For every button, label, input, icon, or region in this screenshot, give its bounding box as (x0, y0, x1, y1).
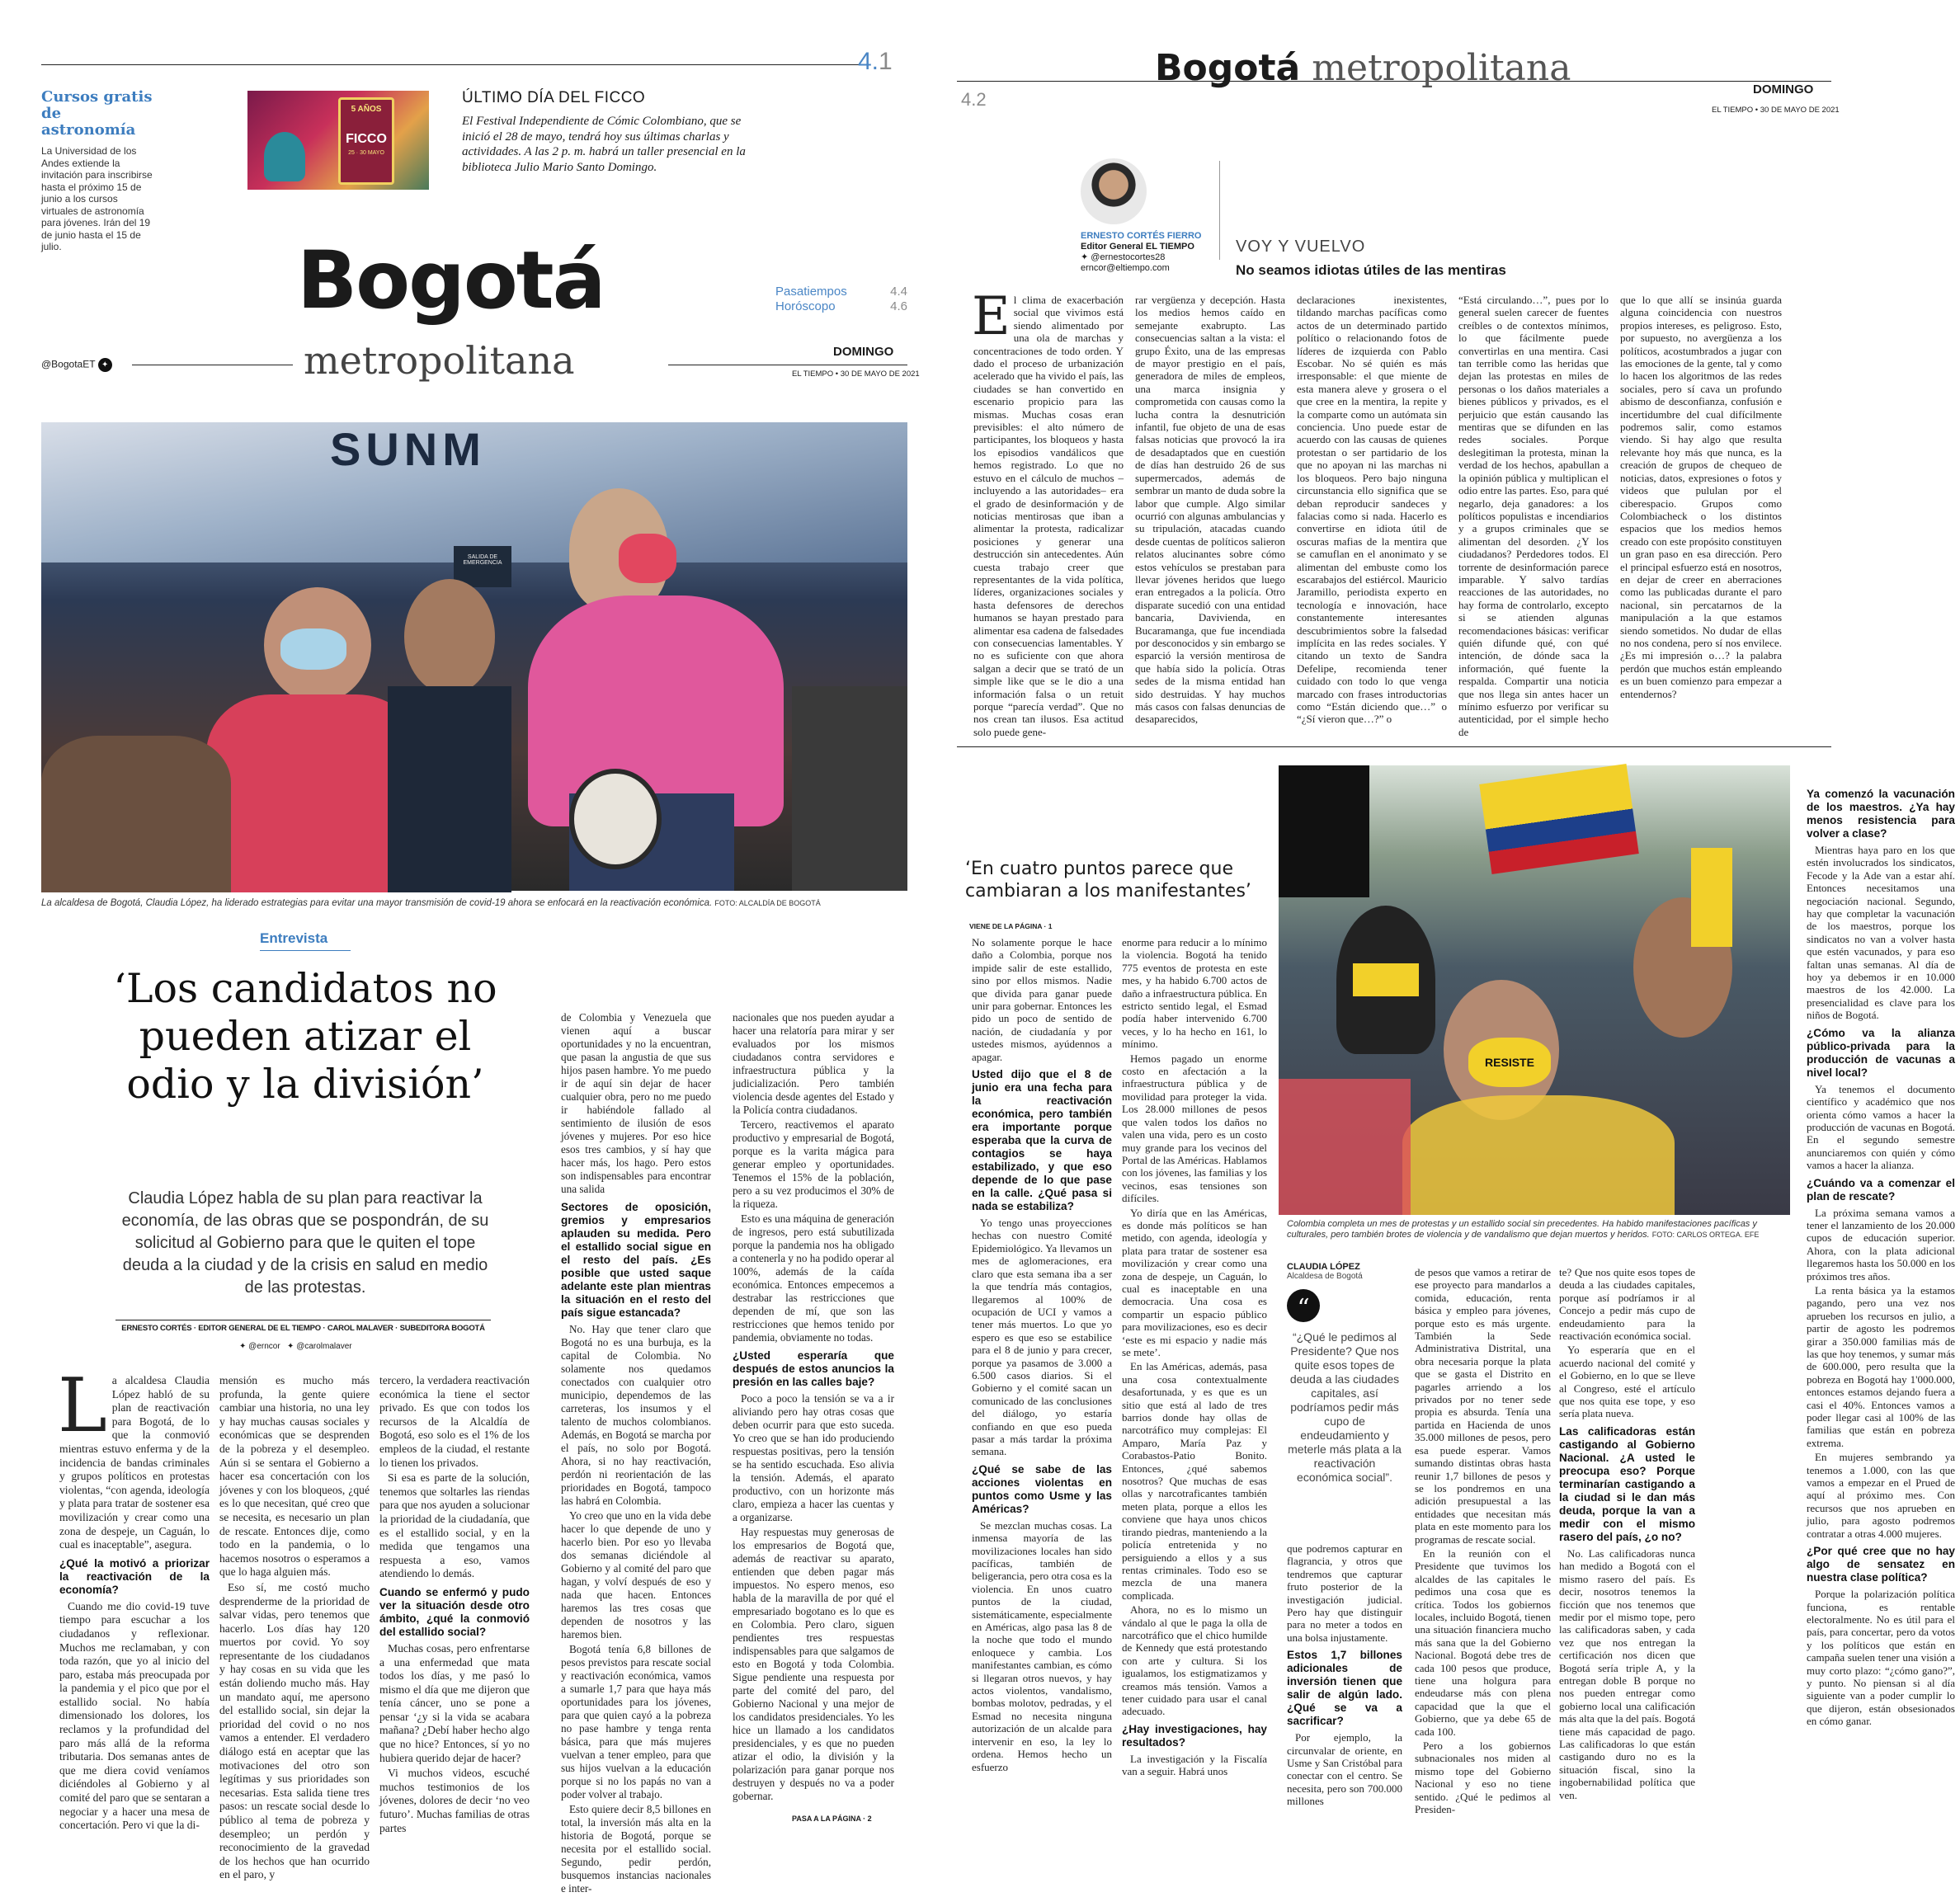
paragraph: Hay respuestas muy generosas de los empresarios de Bogotá que, además de reactivar su aparato, entienden que deben pagar más impuestos. No espero menos, eso habla de la maravilla de por qué el empresariado bogotano es lo que es en Colombia. Pero claro, siguen pendientes tres respuestas indispensables para que salgamos de esto en Bogotá y toda Colombia. Sigue pendiente una respuesta por parte del comité del paro, del Gobierno Nacional y una mejor de los candidatos presidenciales. Yo les hice un llamado a los candidatos presidenciales, y es que no pueden atizar el odio, la división y la polarización para ganar porque nos destruyen y después no va a poder gobernar. (733, 1526, 894, 1802)
ficco-text: El Festival Independiente de Cómic Colombiano, que se inició el 28 de mayo, tendrá hoy sus últimas charlas y actividades. A las 2 p. m. habrá un taller presencial en la biblioteca Julio Mario Santo Domingo. (462, 115, 746, 174)
paragraph: En la reunión con el Presidente que tuvimos los alcaldes de las capitales le pedimos una cosa que es crítica. Todos los gobiernos locales, incluido Bogotá, tienen una situación financiera mucho más sana que la del Gobierno Nacional. Bogotá debe tres de cada 100 pesos que produce, tiene una holgura para endeudarse más con plena capacidad que la que el Gobierno, que ya debe 65 de cada 100. (1415, 1546, 1551, 1738)
section-rule (957, 746, 1831, 747)
drop-cap: L (58, 1363, 107, 1449)
paragraph: Muchas cosas, pero enfrentarse a una enfermedad que mata todos los días, y me pasó lo mismo el día que me dijeron que tenía cáncer, uno se pone a pensar ‘¿y si la vida se acabara mañana? ¿Debí haber hecho algo que no hice? Entonces, sí yo no hubiera querido dejar de hacer? (379, 1641, 530, 1764)
ficco-poster-image (247, 91, 429, 190)
paragraph: La renta básica ya la estamos pagando, pero una vez nos aprueben los recursos en julio, a partir de agosto les podremos girar a 350.000 familias más de las que hoy tenemos, y sumar más de 600.000, pero resulta que la pobreza en Bogotá hay 1'000.000, entonces estamos dejando fuera a casi el 40%. Entonces vamos a poder llegar casi al 100% de las familias que están en pobreza extrema. (1807, 1283, 1955, 1449)
paragraph: Mientras haya paro en los que estén involucrados los sindicatos, Fecode y la Ade van a estar ahí. Entonces necesitamos una negociación nacional. Segundo, hay que completar la vacunación de los maestros, porque los sindicatos no van a volver hasta que estén vacunados, y para eso faltan unas semanas. Al día de hoy ya debemos ir en 10.000 maestros de los 42.000. La presencialidad es clave para los niños de Bogotá. (1807, 844, 1955, 1022)
byline-twitter (239, 1342, 352, 1351)
paragraph: Ahora, no es lo mismo un vándalo al que le paga la olla de narcotráfico que el chico humilde de Kennedy que está protestando con arte y cultura. Si los igualamos, los estigmatizamos y creamos más tensión. Vamos a tener cuidado para usar el canal adecuado. (1122, 1603, 1267, 1718)
protest-photo (1279, 765, 1790, 1215)
masthead-p2 (1155, 48, 1571, 89)
photo-man-head (404, 579, 495, 694)
main-photo (41, 422, 907, 891)
columnist-avatar (1081, 158, 1147, 224)
paragraph: tercero, la verdadera reactivación económica la tiene el sector privado. Es que con todos los recursos de la Alcaldía de Bogotá, eso solo es el 1% de los empleos de la ciudad, el restante lo tienen los privados. (379, 1374, 530, 1469)
paragraph: Cuando me dio covid-19 tuve tiempo para escuchar a los ciudadanos y reflexionar. Muchos me reclamaban, y con toda razón, que yo al inicio del paro, estaba más preocupada por la pandemia y el pico que por el estallido social. No había dimensionado los dolores, los reclamos y la profundidad del paro más allá de la reforma tributaria. Dos semanas antes de que me diera covid veníamos diciéndoles al Gobierno y al comité del paro que se sentaran a negociar y a hacer una mesa de concertación. Pero vi que la di- (59, 1599, 210, 1832)
page-number-section: 4. (858, 48, 879, 75)
twitter-icon: ✦ (1081, 252, 1089, 262)
ficco-badge (338, 97, 394, 185)
paragraph: Yo diría que en las Américas, es donde más políticos se han metido, con agenda, ideología y plata para tratar de sostener esa movilización y crear como una zona de despeje, un Caguán, lo cual es inaceptable en una democracia. Una cosa es compartir un espacio público para movilizaciones, eso es decir ‘este es mi espacio y nadie más se mete’. (1122, 1206, 1267, 1358)
quote-speaker: CLAUDIA LÓPEZ (1287, 1262, 1360, 1272)
byline: ERNESTO CORTÉS · EDITOR GENERAL DE EL TIEMPO · CAROL MALAVER · SUBEDITORA BOGOTÁ (121, 1324, 485, 1333)
quote-icon: “ (1287, 1289, 1320, 1322)
paragraph: Porque la polarización política funciona, es rentable electoralmente. No es útil para el país, para concertar, pero da votos y los políticos que están en campaña suelen tener una visión a muy corto plazo: “¿cómo gano?”, y punto. No piensan si al día siguiente van a poder cumplir lo que dijeron, están obsesionados en cómo ganar. (1807, 1588, 1955, 1728)
paragraph: mensión es mucho más profunda, la gente quiere cambiar una historia, no una ley y hay muchas causas sociales y económicas que se desprenden de la pobreza y el desempleo. Aún si se sentara el Gobierno a hacer esa concertación con los jóvenes y con los bloqueos, ¿qué es lo que necesitan, qué creo que se necesita, es necesario un plan de rescate. Entonces dije, como todo en la pandemia, o lo hacemos nosotros o esperamos a que lo haga alguien más. (219, 1374, 370, 1579)
paragraph: Yo esperaría que en el acuerdo nacional del comité y el Gobierno, en lo que se lleve al Congreso, esté el artículo que nos quita ese tope, y eso sería plata nueva. (1559, 1344, 1695, 1420)
masthead-title: Bogotá (297, 234, 605, 327)
page-number (961, 89, 987, 111)
dateline-date: EL TIEMPO • 30 DE MAYO DE 2021 (792, 370, 920, 379)
opinion-column-4 (1458, 294, 1609, 740)
question: Cuando se enfermó y pudo ver la situación desde otro ámbito, ¿qué la conmovió del estallido social? (379, 1585, 530, 1638)
continued-from[interactable]: VIENE DE LA PÁGINA · 1 (969, 922, 1053, 930)
twitter-icon: ✦ (287, 1342, 294, 1351)
page-number (858, 48, 893, 76)
astronomy-brief (41, 89, 153, 253)
twitter-icon: ✦ (239, 1342, 247, 1351)
paragraph: Eso sí, me costó mucho desprenderme de la prioridad de salvar vidas, pero tenemos que hacerlo. Los días hay 120 muertos por covid. Yo soy representante de los ciudadanos y hay cosas en su vida que les están doliendo mucho más. Hay un mandato aquí, me apersono del estallido social, sin dejar la prioridad del covid o no nos vamos a entender. El verdadero diálogo está en aceptar que las motivaciones del otro son legítimas y sus prioridades son necesarias. Esta salida tiene tres pasos: un rescate social desde lo público al tema de pobreza y desempleo; un perdón y reconocimiento de la gravedad de los hechos que han ocurrido en el paro, y (219, 1580, 370, 1881)
paragraph: Ya tenemos el documento científico y académico que nos orienta cómo vamos a hacer la producción de vacunas en Bogotá. En el segundo semestre anunciaremos con quién y cómo vamos a hacer la alianza. (1807, 1082, 1955, 1172)
question: ¿Qué se sabe de las acciones violentas en puntos como Usme y las Américas? (972, 1462, 1112, 1515)
ficco-badge-dates: 25 · 30 MAYO (348, 150, 384, 156)
question: ¿Cuándo va a comenzar el plan de rescate? (1807, 1176, 1955, 1203)
paragraph: declaraciones inexistentes, tildando marchas pacíficas como actos de un determinado partido político o relacionando fotos de líderes de izquierda con Pablo Escobar. No sé quién es más irresponsable: el que miente de esta manera aleve y grosera o el que cree en la mentira, la repite y la comparte como un autómata sin conciencia. Uno puede estar de acuerdo con las causas de quienes protestan o ser partidario de los que no apoyan ni las marchas ni los bloqueos. Pero bajo ninguna circunstancia ello significa que se deban reproducir sandeces y falacias como si nada. Hacerlo es convertirse en idiota útil de oscuras mafias de la mentira que se camuflan en el anonimato y se alimentan del embuste como los escarabajos del estiércol. Mauricio Jaramillo, periodista experto en tecnología e innovación, hace constantemente interesantes descubrimientos sobre la falsedad implícita en las redes sociales. Y citando un texto de Sandra Defelipe, recomienda tener cuidado con todo lo que venga marcado con frases introductorias como “Están diciendo que…” o “¿Sí vieron que…?” o (1297, 294, 1447, 726)
photo-foreground-person (41, 736, 231, 892)
photo-resiste-mask: RESISTE (1468, 1038, 1551, 1087)
index-page: 4.4 (890, 285, 907, 299)
opinion-column-3 (1297, 294, 1447, 727)
question: ¿Usted esperaría que después de estos anuncios la presión en las calles baje? (733, 1349, 894, 1388)
page-4-1 (0, 0, 940, 1895)
paragraph: Se mezclan muchas cosas. La inmensa mayoría de las movilizaciones locales han sido pacíficas, también de beligerancia, pero otra cosa es la violencia. En unos cuatro puntos de la ciudad, sistemáticamente, especialmente en Américas, algo pasa las 8 de la noche que todo el mundo enloquece y cambia. Los manifestantes cambian, es cómo si llegaran otros nuevos, y hay actos violentos, vandalismo, bombas molotov, pedradas, y el Esmad no necesita ninguna autorización de un alcalde para intervenir en eso, la ley lo ordena. Hemos hecho un esfuerzo (972, 1518, 1112, 1773)
paragraph: nacionales que nos pueden ayudar a hacer una relatoría para mirar y ser evaluados por los mismos ciudadanos contra servidores e infraestructura pública y la judicialización. Pero también violencia desde agentes del Estado y la Policía contra ciudadanos. (733, 1011, 894, 1116)
pull-quote (1287, 1262, 1402, 1485)
drop-cap: E (972, 286, 1011, 347)
paragraph: No. Hay que tener claro que Bogotá no es una burbuja, es la capital de Colombia. No solamente nos quedamos conectados con cualquier otro municipio, dependemos de las carreteras, los insumos y el talento de muchos colombianos. Además, en Bogotá se marcha por el país, no solo por Bogotá. Ahora, si no hay reactivación, perdón ni reorientación de las prioridades en Bogotá, tampoco las habrá en Colombia. (561, 1323, 711, 1507)
paragraph: La investigación y la Fiscalía van a seguir. Habrá unos (1122, 1752, 1267, 1778)
paragraph: que podremos capturar en flagrancia, y otros que tendremos que capturar fruto posterior de la investigación judicial. Pero hay que distinguir para no meter a todos en una bolsa injustamente. (1287, 1542, 1402, 1644)
ficco-badge-logo: FICCO (346, 132, 387, 146)
twitter-author-2[interactable]: @carolmalaver (296, 1342, 352, 1351)
brief-title: Cursos gratis de astronomía (41, 88, 153, 139)
index-item[interactable] (775, 299, 907, 314)
twitter-icon: ✦ (98, 358, 112, 372)
paragraph: Yo creo que uno en la vida debe hacer lo que depende de uno y hacerlo bien. Por eso yo llevaba dos semanas diciéndole al Gobierno y al comité del paro que hagan, y volví después de eso y nada que hacen. Entonces haremos las tres cosas que dependen de nosotros y las haremos bien. (561, 1509, 711, 1640)
photo-credit: FOTO: ALCALDÍA DE BOGOTÁ (714, 899, 821, 907)
columnist-name: ERNESTO CORTÉS FIERRO (1081, 231, 1202, 241)
photo-credit: FOTO: CARLOS ORTEGA. EFE (1651, 1231, 1760, 1239)
dateline-day: DOMINGO (833, 345, 894, 359)
masthead-title-light: metropolitana (1312, 47, 1571, 89)
protest-photo-caption (1287, 1219, 1790, 1240)
paragraph: La próxima semana vamos a tener el lanzamiento de los 20.000 cupos de educación superior. Ahora, con la plata adicional llegaremos hasta los 50.000 en los próximos tres años. (1807, 1206, 1955, 1283)
article-column-5 (733, 1011, 894, 1805)
top-rule (41, 64, 866, 65)
photo-caption (41, 897, 907, 909)
paragraph: Hemos pagado un enorme costo en afectación a la infraestructura pública y de movilidad para proteger la vida. Los 28.000 millones de pesos que valen todos los daños no valen una vida, pero es un costo muy grande para los vecinos del Portal de las Américas. Hablamos con los jóvenes, las familias y los vecinos, esas tensiones son difíciles. (1122, 1052, 1267, 1205)
columnist-divider (1219, 161, 1220, 260)
columnist-email[interactable]: erncor@eltiempo.com (1081, 263, 1170, 273)
continued-on[interactable]: PASA A LA PÁGINA · 2 (792, 1815, 872, 1823)
photo-right-figure (792, 686, 907, 891)
question: Estos 1,7 billones adicionales de inversión tienen que salir de algún lado. ¿Qué se va a sacrificar? (1287, 1649, 1402, 1728)
twitter-handle[interactable] (41, 358, 112, 372)
paragraph: te? Que nos quite esos topes de deuda a las ciudades capitales, porque así podríamos ir al Concejo a pedir más cupo de endeudamiento para la reactivación económica social. (1559, 1266, 1695, 1343)
paragraph: a alcaldesa Claudia López habló de su plan de reactivación para Bogotá, de lo que la conmovió mientras estuvo enferma y de la incidencia de bandas criminales y grupos políticos en protestas violentas, “con agenda, ideología y plata para tratar de sostener esa movilización y crear como una zona de despeje, un Caguán, lo cual es inaceptable”, asegura. (59, 1374, 210, 1551)
interview-column-a (972, 936, 1112, 1775)
photo-blue-mask (280, 628, 346, 670)
masthead-subtitle: metropolitana (304, 338, 575, 383)
twitter-handle-text: @BogotaET (41, 358, 96, 370)
column-tag: VOY Y VUELVO (1236, 238, 1366, 256)
brief-text: La Universidad de los Andes extiende la invitación para inscribirse hasta el próximo 15 de junio a los cursos virtuales de astronomía para jóvenes. Irán del 19 de junio hasta el 15 de julio. (41, 145, 153, 252)
paragraph: Yo tengo unas proyecciones hechas con nuestro Comité Epidemiológico. Ya llevamos un mes de aglomeraciones, era claro que esta semana iba a ser la que tendría más contagios, llegaremos al 100% de ocupación de UCI y vamos a tener más muertos. Lo que yo espero es que eso se estabilice para el 8 de junio y para crecer, porque ya pasamos de 3.000 a 6.500 casos diarios. Si el Gobierno y el comité sacan un comunicado de las conclusiones del diálogo, yo estaría confiando en que eso pueda pasar a más tardar la próxima semana. (972, 1217, 1112, 1458)
question: Sectores de oposición, gremios y empresarios aplauden su medida. Pero el estallido social sigue en el resto del país. ¿Es posible que usted saque adelante este plan mientras la situación en el resto del país sigue estancada? (561, 1201, 711, 1319)
photo-colombian-flag (1479, 764, 1639, 874)
ficco-badge-anniversary: 5 AÑOS (351, 105, 382, 114)
paragraph: l clima de exacerbación social que vivimos está siendo alimentado por una ola de marchas y concentraciones de todo orden. Y dado el proceso de urbanización acelerado que ha vivido el país, las ciudades se han convertido en escenario propicio para las mismas. Muchas cosas eran previsibles: el alto número de participantes, los bloqueos y hasta los episodios vandálicos que hemos registrado. Lo que no estuvo en el cálculo de muchos –incluyendo a las autoridades– era el grado de desinformación y de noticias mentirosas que iban a alimentar la protesta, radicalizar posiciones y generar una destrucción sin antecedentes. Aún cuesta trabajo creer que representantes de la vida política, líderes, organizaciones sociales y hasta defensores de derechos humanos se hayan prestado para alimentar esa cadena de falsedades con consecuencias lamentables. Y no es suficiente con que ahora salgan a decir que se trató de un simple like que se le dio a una información falsa o un retuit porque “parecía verdad”. Que no nos crean tan ilusos. Esa actitud solo puede gene- (973, 294, 1124, 738)
paragraph: No solamente porque le hace daño a Colombia, porque nos impide salir de este estallido, sino por ellos mismos. Nadie que divida para ganar puede unir para gobernar. Entonces les pido un poco de sentido de nación, de ciudadanía y por ustedes mismos, ayúdennos a apagar. (972, 936, 1112, 1063)
photo-yellow-poncho (1402, 1095, 1675, 1215)
opinion-column-5 (1620, 294, 1782, 702)
photo-megaphone (569, 769, 662, 869)
question: Usted dijo que el 8 de junio era una fecha para la reactivación económica, pero también era importante porque esperaba que la curva de contagios se haya estabilizado, y que eso depende de lo que pase en la calle. ¿Qué pasa si nada se estabiliza? (972, 1068, 1112, 1213)
interview-column-c-lower (1287, 1542, 1402, 1810)
page-number-text: 4.2 (961, 89, 987, 110)
columnist-info (1081, 231, 1201, 274)
paragraph: Bogotá tenía 6,8 billones de pesos previstos para rescate social y reactivación económica, vamos a sumarle 1,7 para que haya más oportunidades para los jóvenes, para que quien cayó a la pobreza no pase hambre y tenga renta básica, para que más mujeres vuelvan a tener empleo, para que sus hijos vuelvan a la educación porque si no los papás no van a poder volver al trabajo. (561, 1643, 711, 1801)
interview-deck: Claudia López habla de su plan para reactivar la economía, de las obras que se pospondrán, de su solicitud al Gobierno para que le quiten el tope deuda a la ciudad y de la crisis en salud en medio de las protestas. (121, 1189, 489, 1297)
photo-emergency-sign: SALIDA DE EMERGENCIA (454, 546, 511, 587)
continuation-headline: ‘En cuatro puntos parece que cambiaran a los manifestantes’ (965, 859, 1251, 901)
photo-caption-text: Colombia completa un mes de protestas y un estallido social sin precedentes. Ha habido manifestaciones pacíficas y culturales, pero también brotes de violencia y de vandalismo que dejan muertos y heridos. (1287, 1219, 1757, 1240)
dateline-date: EL TIEMPO • 30 DE MAYO DE 2021 (1712, 106, 1840, 115)
paragraph: Poco a poco la tensión se va a ir aliviando pero hay otras cosas que deben ocurrir para que esto suceda. Yo creo que se han ido produciendo respuestas positivas, pero la tensión se ha sentido escuchada. Eso alivia la tensión. Además, el aparato productivo, con un horizonte más claro, empieza a hacer las cuentas y a organizarse. (733, 1392, 894, 1523)
paragraph: Vi muchos videos, escuché muchos testimonios de los jóvenes, dolores de decir ‘no veo futuro’. Muchas familias de otras partes (379, 1767, 530, 1834)
question: ¿Cómo va la alianza público-privada para la producción de vacunas a nivel local? (1807, 1026, 1955, 1079)
opinion-column-2 (1135, 294, 1285, 727)
paragraph: Si esa es parte de la solución, tenemos que soltarles las riendas para que nos ayuden a solucionar la prioridad de la ciudadanía, que es el estallido social, y en la medida que tengamos una respuesta a eso, vamos atendiendo lo demás. (379, 1471, 530, 1580)
question: Las calificadoras están castigando al Gobierno Nacional. ¿A usted le preocupa eso? Porque terminarían castigando a la ciudad si le dan más deuda, porque la van a medir con el mismo rasero del país, ¿o no? (1559, 1424, 1695, 1543)
index-item[interactable] (775, 285, 907, 299)
index-page: 4.6 (890, 299, 907, 313)
paragraph: Tercero, reactivemos el aparato productivo y empresarial de Bogotá, porque es la varita mágica para generar empleo y oportunidades. Tenemos el 15% de la población, pero a su vez producimos el 30% de la riqueza. (733, 1118, 894, 1210)
question: Ya comenzó la vacunación de los maestros. ¿Ya hay menos resistencia para volver a clase? (1807, 788, 1955, 840)
interview-column-b (1122, 936, 1267, 1780)
paragraph: “Está circulando…”, pues por lo general suelen carecer de fuentes creíbles o de contextos mínimos, lo que fácilmente puede convertirlas en una mentira. Casi tan terrible como las heridas que dejan las protestas en miles de personas o los daños materiales a bienes públicos y privados, es el perjuicio que están causando las mentiras que se difunden en las redes sociales. Porque deslegitiman la protesta, minan la verdad de los hechos, apabullan a la opinión pública y multiplican el odio entre las partes. Eso, para qué negarlo, deja ganadores: a los políticos populistas e incendiarios y a grupos criminales que se alimentan del desorden. ¿Y los ciudadanos? Perdedores todos. El torrente de desinformación parece imparable. Y salvo tardías reacciones de las autoridades, no hay forma de controlarlo, excepto si se atienden algunas recomendaciones básicas: verificar quién difunde qué, con qué intención, de dónde saca la información, qué fuente la respalda. Compartir una noticia que nos llega sin antes hacer un mínimo esfuerzo por verificar su autenticidad, por el simple hecho de (1458, 294, 1609, 738)
index-label: Pasatiempos (775, 285, 847, 299)
paragraph: En mujeres sembrando ya tenemos a 1.000, con las que vamos a empezar en el Prued de aquí al próximo mes. Con recursos que nos aprueben en julio, para agosto podremos contratar a otras 4.000 mujeres. (1807, 1451, 1955, 1540)
twitter-author-1[interactable]: @erncor (248, 1342, 280, 1351)
photo-caption-text: La alcaldesa de Bogotá, Claudia López, ha liderado estrategias para evitar una mayor transmisión de covid-19 ahora se enfocará en la reactivación económica. (41, 898, 713, 908)
article-column-2 (219, 1374, 370, 1884)
photo-pink-mask (619, 534, 676, 583)
page-4-2 (957, 0, 1960, 1834)
ficco-title: ÚLTIMO DÍA DEL FICCO (462, 89, 646, 106)
photo-right-flag (1691, 848, 1732, 947)
photo-red-poncho (1279, 1079, 1411, 1215)
question: ¿Hay investigaciones, hay resultados? (1122, 1722, 1267, 1749)
paragraph: Pero a los gobiernos subnacionales nos miden al mismo tope del Gobierno Nacional y eso no tiene sentido. ¿Qué le pedimos al Presiden- (1415, 1739, 1551, 1816)
paragraph: enorme para reducir a lo mínimo la violencia. Bogotá ha tenido 775 eventos de protesta en este mes, y ha habido 6.700 actos de daño a infraestructura pública. En estricto sentido legal, el Esmad podía haber intervenido 6.700 veces, y lo ha hecho en 161, lo mínimo. (1122, 936, 1267, 1051)
quote-role: Alcaldesa de Bogotá (1287, 1272, 1363, 1281)
column-title: No seamos idiotas útiles de las mentiras (1236, 262, 1506, 278)
paragraph: de Colombia y Venezuela que vienen aquí a buscar oportunidades y no la encuentran, que pasan la angustia de que sus hijos pasen hambre. Yo me puedo ir de aquí sin dejar de hacer cualquier obra, pero no me puedo ir habiéndole fallado al sentimiento de ilusión de esos jóvenes y mujeres. Por eso hice esos tres cambios, y sí hay que hacer más, los hago. Pero estos son indispensables para encontrar una salida (561, 1011, 711, 1195)
paragraph: En las Américas, además, pasa una cosa contextualmente desafortunada, y es que es un sitio que está al lado de tres barrios donde hay ollas de narcotráfico muy complejas: El Amparo, María Paz y Corabastos-Patio Bonito. Entonces, ¿qué sabemos nosotros? Que muchas de esas ollas y narcotraficantes también meten plata, porque a ellos les conviene que haya unos chicos tirando piedras, manteniendo a la policía entretenida y no persiguiendo a ellos y a sus rentas criminales. Todo eso se mezcla de una manera complicada. (1122, 1360, 1267, 1602)
paragraph: rar vergüenza y decepción. Hasta los medios hemos caído en semejante exabrupto. Las consecuencias saltan a la vista: el grupo Éxito, una de las empresas de mayor prestigio en el país, generadora de miles de empleos, una marca insignia y comprometida con causas como la lucha contra la desnutrición infantil, fue objeto de una de esas falsas noticias que provocó la ira de desadaptados que en cuestión de días han destruido 26 de sus supermercados, además de sembrar un manto de duda sobre la labor que cumple. Algo similar ocurrió con algunas ambulancias y su tripulación, atacadas cuando desde cuentas de políticos salieron relatos alucinantes sobre cómo estos vehículos se prestaban para llevar jóvenes heridos que luego eran entregados a la policía. Otro disparate sucedió con una entidad bancaria, Davivienda, en Bucaramanga, que fue incendiada por desconocidos y sin embargo se esparció la versión mentirosa de que había sido la policía. Otras sedes de la misma entidad han sido destruidas. Y hay muchos más casos con falsas denuncias de desaparecidos, (1135, 294, 1285, 726)
article-column-3 (379, 1374, 530, 1837)
quote-text: “¿Qué le pedimos al Presidente? Que nos quite esos topes de deuda a las ciudades capitales, así podríamos pedir más cupo de endeudamiento y meterle más plata a la reactivación económica social”. (1288, 1330, 1402, 1484)
question: ¿Por qué cree que no hay algo de sensatez en nuestra clase política? (1807, 1545, 1955, 1584)
article-column-4 (561, 1011, 711, 1897)
ficco-brief (462, 89, 767, 175)
paragraph: de pesos que vamos a retirar de ese proyecto para mandarlos a comida, educación, renta básica y empleo para jóvenes, porque esto es más urgente. También la Sede Administrativa Distrital, una obra necesaria porque la plata que se gasta el Distrito en pagarles arriendo a los privados por no tener sede propia es absurda. Tenía una partida en Hacienda de unos 35.000 millones de pesos, pero esa puede esperar. Vamos sumando distintas obras hasta reunir 1,7 billones de pesos y se los pondremos en una adición presupuestal a las entidades que necesitan más plata en este momento para los programas de rescate social. (1415, 1266, 1551, 1546)
paragraph: que lo que allí se insinúa guarda alguna coincidencia con nuestros propios intereses, es peligroso. Esto, por supuesto, no avergüenza a los políticos, acostumbrados a jugar con las emociones de la gente, tal y como lo hacen los algoritmos de las redes sociales, pero sí cava un profundo abismo de desconfianza, confusión e incertidumbre del cual difícilmente podremos salir, como estamos viendo. Si hay algo que resulta relevante hoy más que nunca, es la creación de grupos de chequeo de noticias, datos, expresiones o fotos y videos que pululan por el ciberespacio. Grupos como Colombiacheck o los distintos espacios que los medios hemos creado con este propósito constituyen un gran paso en esa dirección. Pero el principal esfuerzo está en nosotros, en dejar de creer en aberraciones como las publicadas durante el paro nacional, sin percatarnos de la manipulación a la que estamos siendo sometidos. No dudar de ellas no nos condena, pero sí nos envilece. ¿Es mi impresión o…? la palabra perdón que muchos están empleando es un buen comienzo para empezar a entendernos? (1620, 294, 1782, 700)
paragraph: Esto es una máquina de generación de ingresos, pero está subutilizada porque la pandemia nos ha obligado a contenerla y no ha podido operar al 100%, además de la caída económica. Entonces empecemos a destrabar las restricciones que dependen de mí, que son las restricciones que hemos tenido por pandemia, obviamente no todas. (733, 1212, 894, 1344)
article-column-1 (58, 1363, 210, 1834)
photo-dark-jacket (388, 686, 511, 892)
section-index (775, 285, 907, 314)
paragraph: Esto quiere decir 8,5 billones en total, la inversión más alta en la historia de Bogotá, porque se necesita por el estallido social. Segundo, pedir perdón, busquemos instancias nacionales e inter- (561, 1803, 711, 1895)
interview-column-d (1415, 1266, 1551, 1817)
index-label: Horóscopo (775, 299, 836, 313)
section-tag: Entrevista (260, 930, 328, 946)
paragraph: No. Las calificadoras nunca han medido a Bogotá con el mismo rasero del país. Es decir, nosotros tenemos la ficción que nos tenemos que medir por el mismo tope, pero las calificadoras saben, y cada vez que nos entregan la certificación nos dicen que Bogotá sería triple A, y la entregan doble B porque no nos pueden entregar como gobierno local una calificación más alta que la del país. Bogotá tiene más capacidad de pago. Las calificadoras lo que están castigando duro no es la situación fiscal, sino la ingobernabilidad política que ven. (1559, 1546, 1695, 1801)
photo-pink-shirt (528, 595, 784, 826)
interview-headline: ‘Los candidatos no pueden atizar el odio y la división’ (113, 965, 497, 1108)
photo-yellow-bandana (1353, 963, 1419, 996)
interview-column-f (1807, 788, 1955, 1730)
paragraph: Por ejemplo, la circunvalar de oriente, en Usme y San Cristóbal para conectar con el centro. Se necesita, pero son 700.000 millones (1287, 1731, 1402, 1808)
columnist-twitter[interactable]: @ernestocortes28 (1091, 252, 1166, 262)
page-number-page: 1 (879, 48, 893, 75)
opinion-column-1 (972, 286, 1124, 740)
question: ¿Qué la motivó a priorizar la reactivación de la economía? (59, 1556, 210, 1596)
poster-figure (264, 132, 305, 181)
masthead-title-bold: Bogotá (1155, 47, 1301, 89)
photo-banner-left (1279, 765, 1369, 897)
photo-wall-text: SUNM (330, 423, 486, 475)
columnist-role: Editor General EL TIEMPO (1081, 242, 1194, 252)
section-tag-underline (260, 950, 351, 951)
dateline-day: DOMINGO (1753, 82, 1814, 96)
interview-column-e (1559, 1266, 1695, 1803)
